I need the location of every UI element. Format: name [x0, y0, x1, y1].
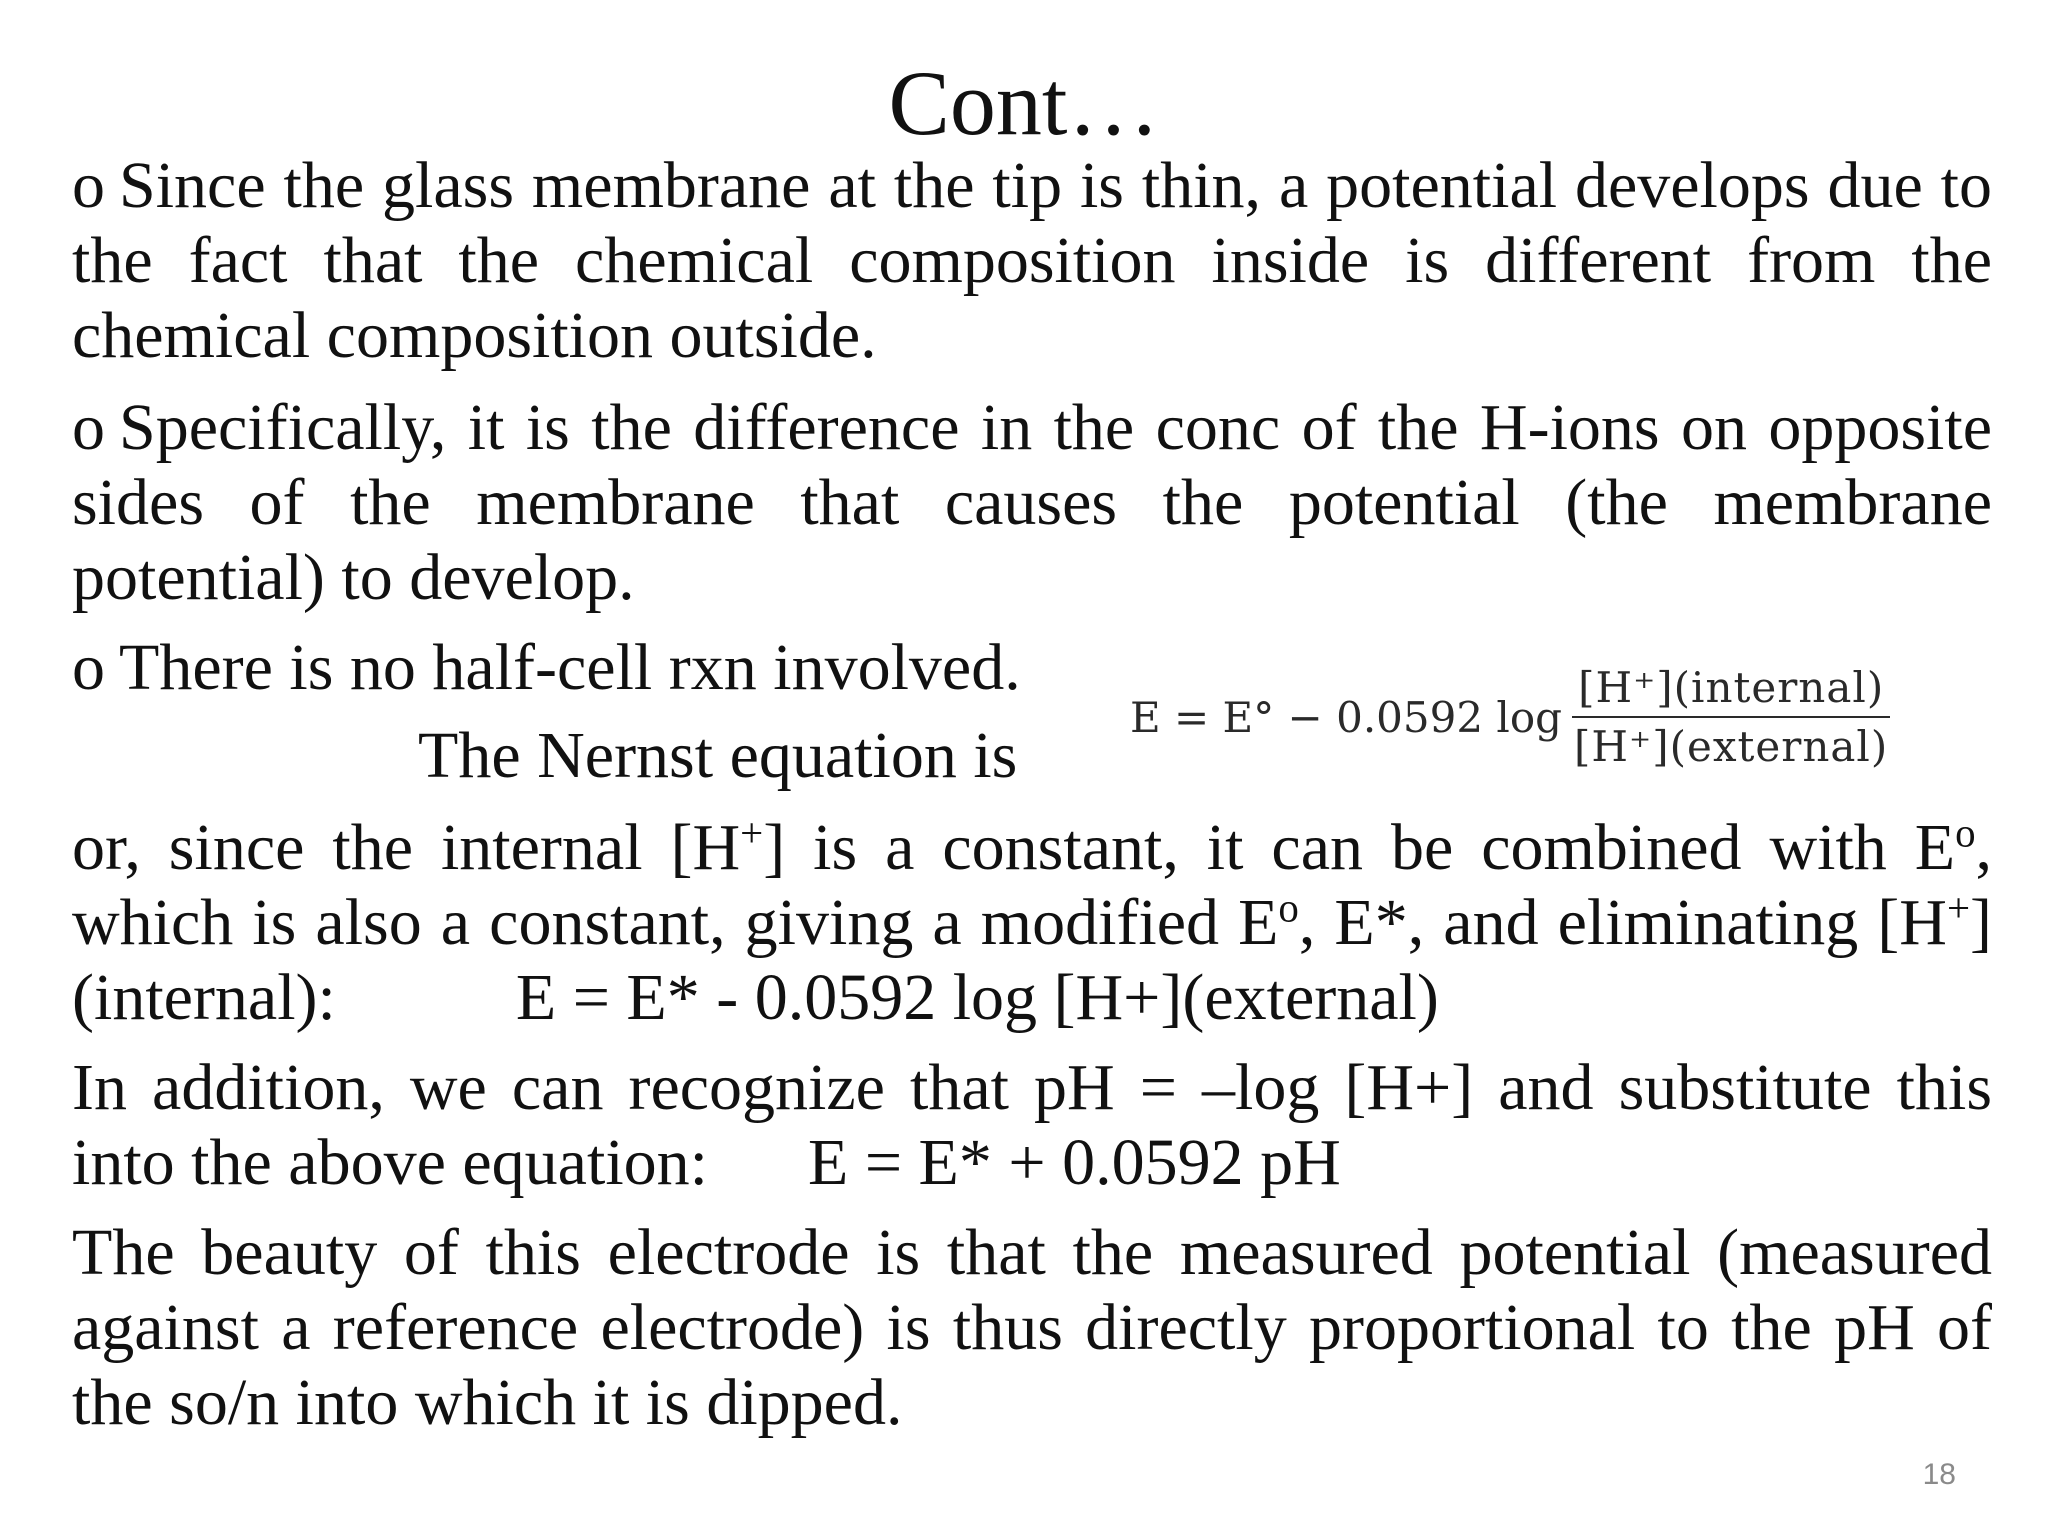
- nernst-denominator: [H⁺](external): [1574, 722, 1889, 771]
- bullet-h-ions-difference: [72, 390, 1992, 615]
- paragraph-ph-substitution: [72, 1050, 1992, 1200]
- modified-equation: E = E* - 0.0592 log [H+](external): [515, 961, 1439, 1034]
- paragraph-modified-e: [72, 810, 1992, 1035]
- slide-title: Cont…: [888, 52, 1160, 154]
- text-segment: or, since the internal [H: [72, 811, 741, 884]
- nernst-numerator: [H⁺](internal): [1572, 663, 1890, 718]
- superscript: o: [1955, 810, 1976, 856]
- text-segment: , which is also a constant, giving a modified E: [72, 811, 1993, 959]
- bullet-marker: o: [72, 391, 105, 464]
- bullet-glass-membrane: [72, 148, 1992, 373]
- superscript: +: [1946, 885, 1971, 931]
- page-number: 18: [1922, 1458, 1956, 1491]
- bullet-text: Since the glass membrane at the tip is thin, a potential develops due to the fact that the chemical composition inside is different from the chemical composition outside.: [72, 149, 1992, 372]
- paragraph-beauty: The beauty of this electrode is that the measured potential (measured against a reference electrode) is thus directly proportional to the pH of the so/n into which it is dipped.: [72, 1216, 1992, 1439]
- nernst-equation-lhs: E = E° − 0.0592 log: [1130, 692, 1563, 742]
- nernst-fraction: [1568, 663, 1894, 771]
- bullet-marker: o: [72, 149, 105, 222]
- bullet-text: There is no half-cell rxn involved.: [119, 631, 1021, 704]
- superscript: +: [740, 810, 764, 856]
- text-segment: , E*, and eliminating [H: [1298, 886, 1947, 959]
- ph-equation: E = E* + 0.0592 pH: [808, 1126, 1341, 1199]
- superscript: o: [1278, 885, 1299, 931]
- text-segment: ] is a constant, it can be combined with E: [763, 811, 1956, 884]
- bullet-text: Specifically, it is the difference in the conc of the H-ions on opposite sides of the membrane that causes the potential (the membrane potential) to develop.: [72, 391, 1992, 614]
- nernst-intro: The Nernst equation is: [418, 719, 1018, 792]
- nernst-equation: [1130, 662, 1894, 772]
- text-segment: ](internal):: [72, 886, 1992, 1034]
- bullet-marker: o: [72, 631, 105, 704]
- ph-text: In addition, we can recognize that pH = –log [H+] and substitute this into the above equation:: [72, 1051, 1992, 1199]
